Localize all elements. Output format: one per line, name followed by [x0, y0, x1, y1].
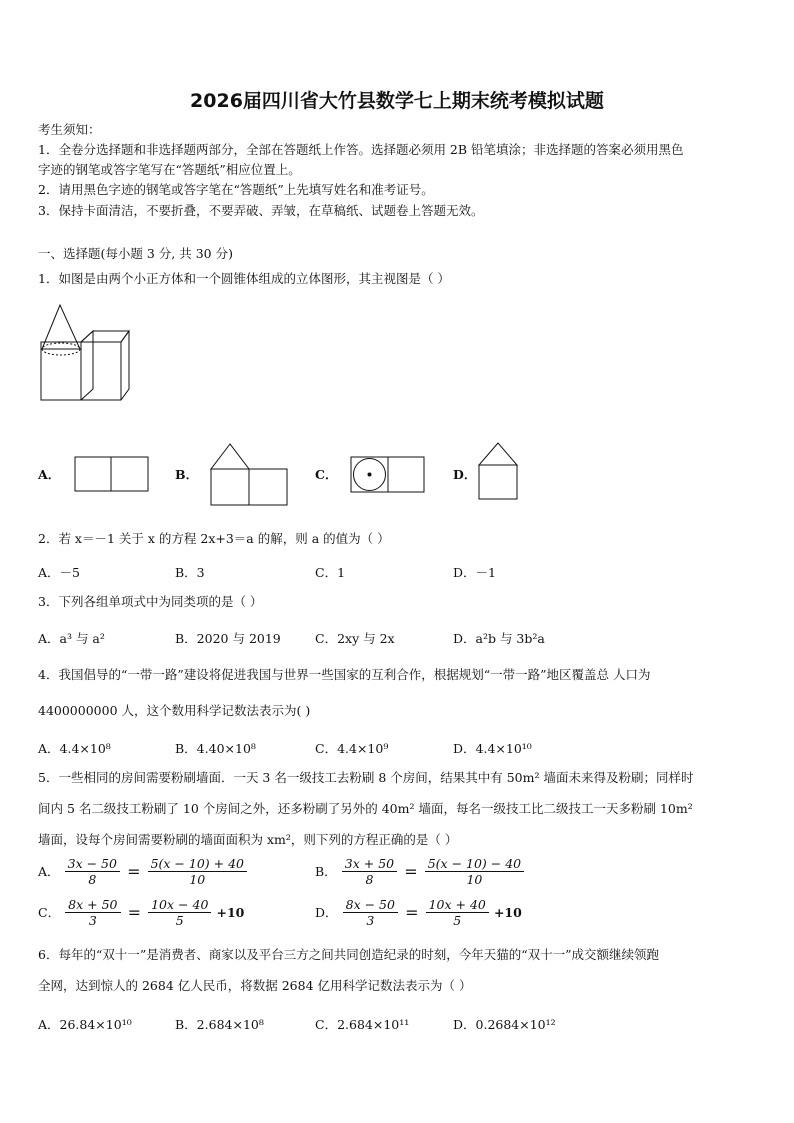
- question-4-stem: 4．我国倡导的“一带一路”建设将促进我国与世界一些国家的互利合作，根据规划“一带一路”地区覆盖总 人口为: [38, 667, 651, 682]
- section-heading: 一、选择题(每小题 3 分, 共 30 分): [38, 246, 233, 261]
- q5-option-a-label: A．: [38, 864, 60, 879]
- question-6-stem-cont: 全网，达到惊人的 2684 亿人民币，将数据 2684 亿用科学记数法表示为（ ）: [38, 978, 472, 993]
- denominator: 8: [365, 872, 374, 887]
- denominator: 5: [175, 913, 184, 928]
- q6-option-b: B．2.684×10⁸: [175, 1017, 264, 1032]
- numerator: 8x − 50: [343, 897, 398, 913]
- q6-option-a: A．26.84×10¹⁰: [38, 1017, 132, 1032]
- q6-option-c: C．2.684×10¹¹: [315, 1017, 410, 1032]
- question-4-stem-cont: 4400000000 人，这个数用科学记数法表示为( ): [38, 703, 311, 718]
- q3-option-c: C．2xy 与 2x: [315, 631, 395, 646]
- question-2-stem: 2．若 x＝－1 关于 x 的方程 2x+3＝a 的解，则 a 的值为（ ）: [38, 531, 390, 546]
- q1-option-a-figure: [74, 455, 150, 493]
- question-3-stem: 3．下列各组单项式中为同类项的是（ ）: [38, 594, 263, 609]
- question-5-stem-cont: 间内 5 名二级技工粉刷了 10 个房间之外，还多粉刷了另外的 40m² 墙面，每名一级技工比二级技工一天多粉刷 10m²: [38, 801, 693, 816]
- denominator: 5: [453, 913, 462, 928]
- fraction: [342, 856, 397, 887]
- numerator: 5(x − 10) + 40: [148, 856, 247, 872]
- notice-item: 2．请用黑色字迹的钢笔或答字笔在“答题纸”上先填写姓名和准考证号。: [38, 182, 434, 197]
- fraction: [426, 897, 489, 928]
- q2-option-b: B．3: [175, 565, 205, 580]
- numerator: 3x + 50: [342, 856, 397, 872]
- page-title: 2026届四川省大竹县数学七上期末统考模拟试题: [190, 90, 604, 112]
- question-6-stem: 6．每年的“双十一”是消费者、商家以及平台三方之间共同创造纪录的时刻，今年天猫的“双十一”成交额继续领跑: [38, 947, 660, 962]
- equals-sign: =: [127, 862, 141, 881]
- q3-option-b: B．2020 与 2019: [175, 631, 281, 646]
- fraction: [65, 856, 120, 887]
- plus-ten: +10: [493, 905, 522, 920]
- q3-option-d: D．a²b 与 3b²a: [453, 631, 545, 646]
- q1-option-b-label: B．: [175, 467, 199, 482]
- q1-option-b-figure: [210, 443, 290, 507]
- fraction: [343, 897, 398, 928]
- q4-option-b: B．4.40×10⁸: [175, 741, 256, 756]
- q5-option-c-label: C．: [38, 905, 61, 920]
- denominator: 10: [466, 872, 483, 887]
- equals-sign: =: [404, 862, 418, 881]
- denominator: 3: [88, 913, 97, 928]
- q5-option-d: [315, 897, 522, 928]
- q4-option-a: A．4.4×10⁸: [38, 741, 111, 756]
- q1-option-c-figure: [350, 455, 426, 493]
- notice-item: 字迹的钢笔或答字笔写在“答题纸”相应位置上。: [38, 162, 301, 177]
- numerator: 10x + 40: [426, 897, 489, 913]
- denominator: 10: [189, 872, 206, 887]
- q1-option-a-label: A．: [38, 467, 61, 482]
- question-5-stem-cont: 墙面，设每个房间需要粉刷的墙面面积为 xm²，则下列的方程正确的是（ ）: [38, 832, 458, 847]
- q4-option-c: C．4.4×10⁹: [315, 741, 389, 756]
- fraction: [65, 897, 120, 928]
- q6-option-d: D．0.2684×10¹²: [453, 1017, 556, 1032]
- q5-option-d-label: D．: [315, 905, 338, 920]
- equals-sign: =: [127, 903, 142, 922]
- numerator: 8x + 50: [65, 897, 120, 913]
- q1-solid-figure: [36, 303, 136, 403]
- fraction: [148, 856, 247, 887]
- q1-option-d-label: D．: [453, 467, 477, 482]
- numerator: 10x − 40: [148, 897, 211, 913]
- q2-option-c: C．1: [315, 565, 346, 580]
- fraction: [425, 856, 524, 887]
- denominator: 8: [88, 872, 97, 887]
- numerator: 5(x − 10) − 40: [425, 856, 524, 872]
- q1-option-c-label: C．: [315, 467, 338, 482]
- q1-option-d-figure: [478, 442, 524, 502]
- q2-option-d: D．－1: [453, 565, 496, 580]
- q5-option-c: [38, 897, 244, 928]
- q5-option-b-label: B．: [315, 864, 337, 879]
- question-1-stem: 1．如图是由两个小正方体和一个圆锥体组成的立体图形，其主视图是（ ）: [38, 271, 450, 286]
- notice-item: 3．保持卡面清洁，不要折叠，不要弄破、弄皱，在草稿纸、试题卷上答题无效。: [38, 203, 484, 218]
- q5-option-a: [38, 856, 247, 887]
- notice-item: 1．全卷分选择题和非选择题两部分，全部在答题纸上作答。选择题必须用 2B 铅笔填涂；非选择题的答案必须用黑色: [38, 142, 684, 157]
- question-5-stem: 5．一些相同的房间需要粉刷墙面．一天 3 名一级技工去粉刷 8 个房间，结果其中有 50m² 墙面未来得及粉刷；同样时: [38, 770, 694, 785]
- equals-sign: =: [405, 903, 419, 922]
- q4-option-d: D．4.4×10¹⁰: [453, 741, 532, 756]
- denominator: 3: [366, 913, 375, 928]
- q3-option-a: A．a³ 与 a²: [38, 631, 105, 646]
- fraction: [148, 897, 211, 928]
- numerator: 3x − 50: [65, 856, 120, 872]
- q5-option-b: [315, 856, 524, 887]
- notice-heading: 考生须知：: [38, 122, 101, 137]
- plus-ten: +10: [216, 905, 245, 920]
- q2-option-a: A．－5: [38, 565, 80, 580]
